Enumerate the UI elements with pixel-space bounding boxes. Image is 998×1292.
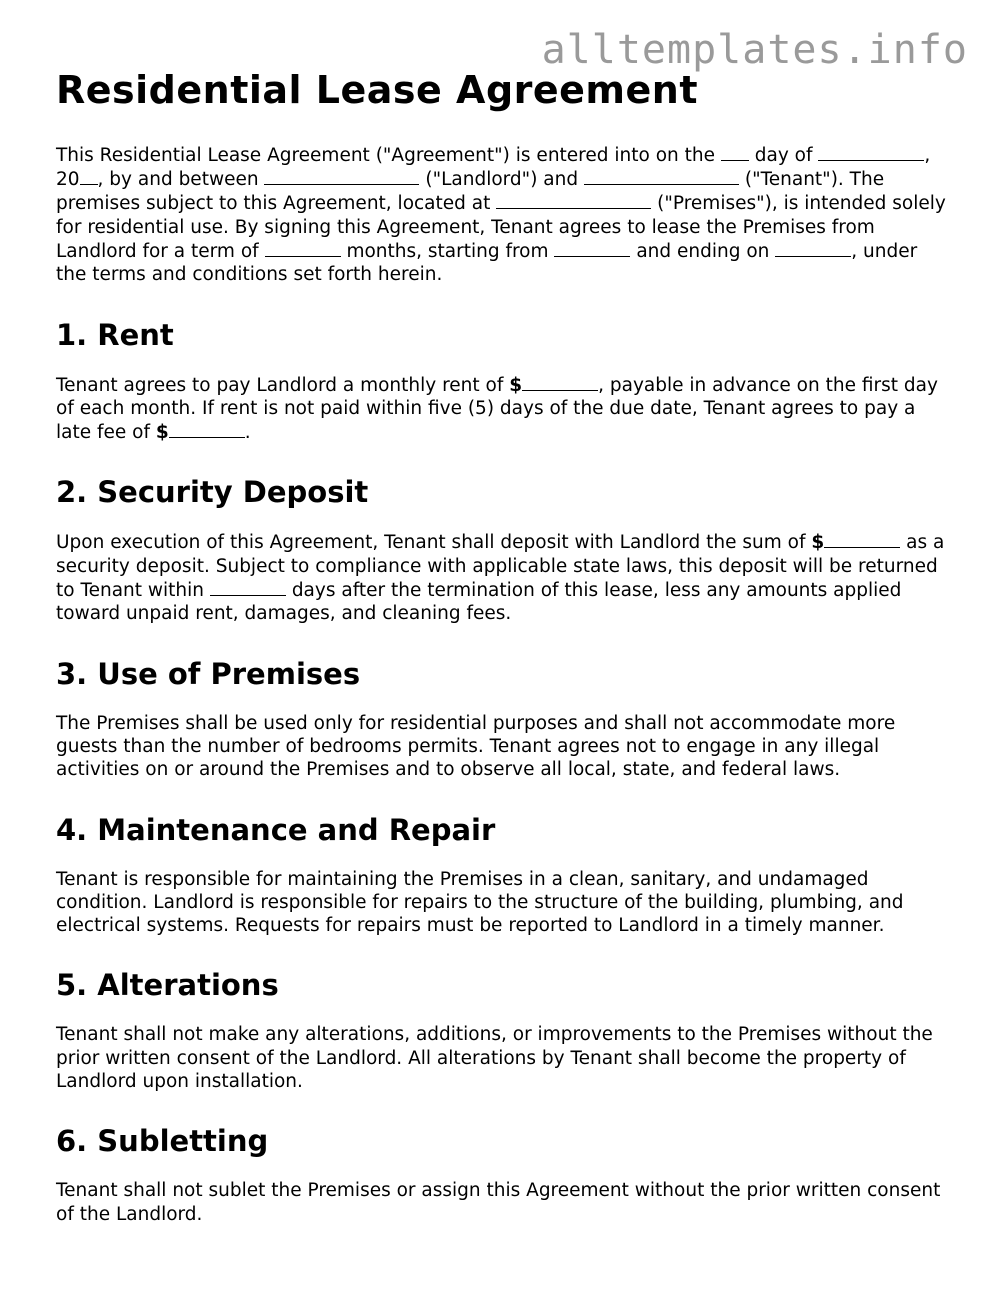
monthly-rent-blank[interactable] bbox=[522, 373, 598, 391]
term-months-blank[interactable] bbox=[265, 239, 341, 257]
landlord-name-blank[interactable] bbox=[264, 167, 419, 185]
day-blank[interactable] bbox=[721, 143, 749, 161]
section-paragraph: Tenant shall not make any alterations, additions, or improvements to the Premises without the prior written consent of the Landlord. All alterations by Tenant shall become the property of Landlord upon installation. bbox=[56, 1024, 933, 1093]
intro-paragraph bbox=[56, 143, 946, 287]
intro-text: , under the terms and conditions set forth herein. bbox=[56, 240, 918, 286]
intro-text: , 20 bbox=[56, 144, 931, 191]
intro-text: months, starting from bbox=[346, 240, 549, 262]
section-paragraph bbox=[56, 373, 946, 445]
intro-text: ("Premises"), is intended solely for residential use. By signing this Agreement, Tenant agrees to lease the Premises from Landlord for a term of bbox=[56, 193, 946, 262]
tenant-name-blank[interactable] bbox=[584, 167, 739, 185]
section-rent bbox=[56, 317, 946, 445]
section-text: Upon execution of this Agreement, Tenant shall deposit with Landlord the sum of bbox=[56, 532, 806, 554]
section-heading: 1. Rent bbox=[56, 317, 174, 352]
section-text: . bbox=[244, 422, 251, 444]
intro-text: This Residential Lease Agreement ("Agreement") is entered into on the bbox=[56, 144, 715, 166]
start-date-blank[interactable] bbox=[554, 239, 630, 257]
month-blank[interactable] bbox=[818, 143, 924, 161]
section-text: as a security deposit. Subject to compliance with applicable state laws, this deposit will be returned to Tenant within bbox=[56, 532, 945, 602]
return-days-blank[interactable] bbox=[210, 578, 286, 596]
section-text: , payable in advance on the first day of each month. If rent is not paid within five (5) days of the due date, Tenant agrees to pay a late fee of bbox=[56, 374, 938, 444]
dollar-sign: $ bbox=[155, 422, 169, 444]
section-heading: 4. Maintenance and Repair bbox=[56, 812, 496, 847]
dollar-sign: $ bbox=[811, 532, 825, 554]
intro-text: , by and between bbox=[97, 169, 259, 191]
end-date-blank[interactable] bbox=[775, 239, 851, 257]
intro-text: ("Tenant"). The premises subject to this Agreement, located at bbox=[56, 169, 885, 215]
section-text: Tenant agrees to pay Landlord a monthly rent of bbox=[56, 374, 504, 396]
year-blank[interactable] bbox=[80, 167, 98, 185]
section-use-of-premises bbox=[56, 656, 946, 782]
section-alterations bbox=[56, 967, 946, 1093]
section-heading: 5. Alterations bbox=[56, 968, 279, 1003]
section-subletting bbox=[56, 1123, 946, 1226]
intro-text: day of bbox=[754, 144, 813, 166]
premises-address-blank[interactable] bbox=[496, 191, 651, 209]
intro-text: ("Landlord") and bbox=[425, 169, 579, 191]
section-heading: 2. Security Deposit bbox=[56, 475, 369, 510]
watermark: alltemplates.info bbox=[541, 27, 968, 73]
section-security-deposit bbox=[56, 474, 946, 625]
late-fee-blank[interactable] bbox=[169, 420, 245, 438]
section-maintenance bbox=[56, 812, 946, 938]
section-paragraph: Tenant is responsible for maintaining the Premises in a clean, sanitary, and undamaged condition. Landlord is responsible for repairs to the structure of the building, plumbing, and electrical systems. Requests for repairs must be reported to Landlord in a timely manner. bbox=[56, 868, 904, 937]
dollar-sign: $ bbox=[509, 374, 523, 396]
section-heading: 6. Subletting bbox=[56, 1124, 269, 1159]
section-text: days after the termination of this lease, less any amounts applied toward unpaid rent, damages, and cleaning fees. bbox=[56, 580, 902, 625]
document-body bbox=[56, 70, 946, 1226]
intro-text: and ending on bbox=[636, 240, 770, 262]
page-title: Residential Lease Agreement bbox=[56, 68, 699, 112]
section-paragraph bbox=[56, 530, 946, 625]
deposit-amount-blank[interactable] bbox=[824, 530, 900, 548]
section-heading: 3. Use of Premises bbox=[56, 656, 361, 691]
section-paragraph: Tenant shall not sublet the Premises or assign this Agreement without the prior written consent of the Landlord. bbox=[56, 1180, 941, 1225]
section-paragraph: The Premises shall be used only for residential purposes and shall not accommodate more guests than the number of bedrooms permits. Tenant agrees not to engage in any illegal activities on or around the Premises and to observe all local, state, and federal laws. bbox=[56, 712, 896, 781]
